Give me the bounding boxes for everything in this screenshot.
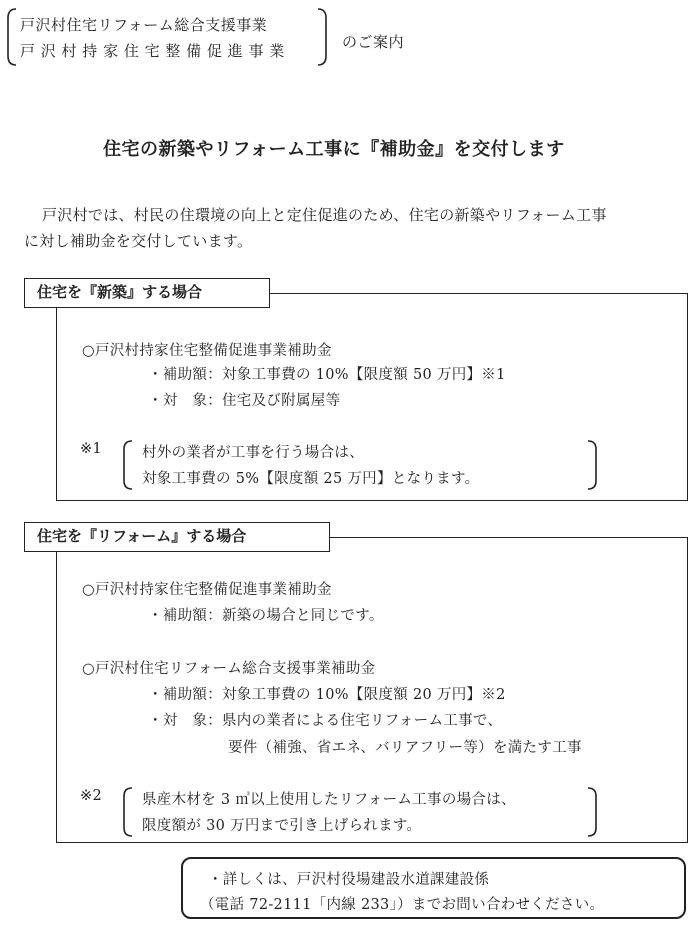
new-program-name: ○戸沢村持家住宅整備促進事業補助金 xyxy=(82,343,332,359)
new-note-line-1: 村外の業者が工事を行う場合は、 xyxy=(142,445,364,461)
new-note-line-2: 対象工事費の 5%【限度額 25 万円】となります。 xyxy=(142,471,480,487)
reform-note-mark: ※2 xyxy=(80,788,102,804)
reform-note-right-bracket xyxy=(586,787,598,837)
page-title: 住宅の新築やリフォーム工事に『補助金』を交付します xyxy=(103,139,565,160)
reform-program-2-target-1: ・対 象：県内の業者による住宅リフォーム工事で、 xyxy=(148,713,503,729)
intro-line-1: 戸沢村では、村民の住環境の向上と定住促進のため、住宅の新築やリフォーム工事 xyxy=(42,206,607,224)
header-right-bracket xyxy=(316,8,328,66)
header-program-2: 戸 沢 村 持 家 住 宅 整 備 促 進 事 業 xyxy=(20,42,285,60)
intro-line-2: に対し補助金を交付しています。 xyxy=(24,232,253,250)
reform-program-2-amount: ・補助額：対象工事費の 10%【限度額 20 万円】※2 xyxy=(148,687,506,703)
header-left-bracket xyxy=(6,8,18,66)
new-note-left-bracket xyxy=(122,440,134,490)
reform-program-1-name: ○戸沢村持家住宅整備促進事業補助金 xyxy=(82,582,332,598)
contact-line-1: ・詳しくは、戸沢村役場建設水道課建設係 xyxy=(208,872,490,888)
section-reform-tab: 住宅を『リフォーム』する場合 xyxy=(24,522,330,552)
reform-program-2-name: ○戸沢村住宅リフォーム総合支援事業補助金 xyxy=(82,661,376,677)
new-note-mark: ※1 xyxy=(80,441,102,457)
header-program-1: 戸沢村住宅リフォーム総合支援事業 xyxy=(20,16,268,34)
header-suffix: のご案内 xyxy=(342,33,405,51)
new-program-target: ・対 象：住宅及び附属屋等 xyxy=(148,393,341,409)
reform-note-left-bracket xyxy=(122,787,134,837)
contact-line-2: （電話 72-2111「内線 233」）までお問い合わせください。 xyxy=(200,897,605,913)
reform-program-1-amount: ・補助額：新築の場合と同じです。 xyxy=(148,608,384,624)
reform-program-2-target-2: 要件（補強、省エネ、バリアフリー等）を満たす工事 xyxy=(228,740,582,756)
reform-note-line-2: 限度額が 30 万円まで引き上げられます。 xyxy=(142,818,422,834)
new-program-amount: ・補助額：対象工事費の 10%【限度額 50 万円】※1 xyxy=(148,367,506,383)
reform-note-line-1: 県産木材を 3 ㎥以上使用したリフォーム工事の場合は、 xyxy=(142,792,516,808)
section-new-tab: 住宅を『新築』する場合 xyxy=(24,278,270,308)
new-note-right-bracket xyxy=(586,440,598,490)
